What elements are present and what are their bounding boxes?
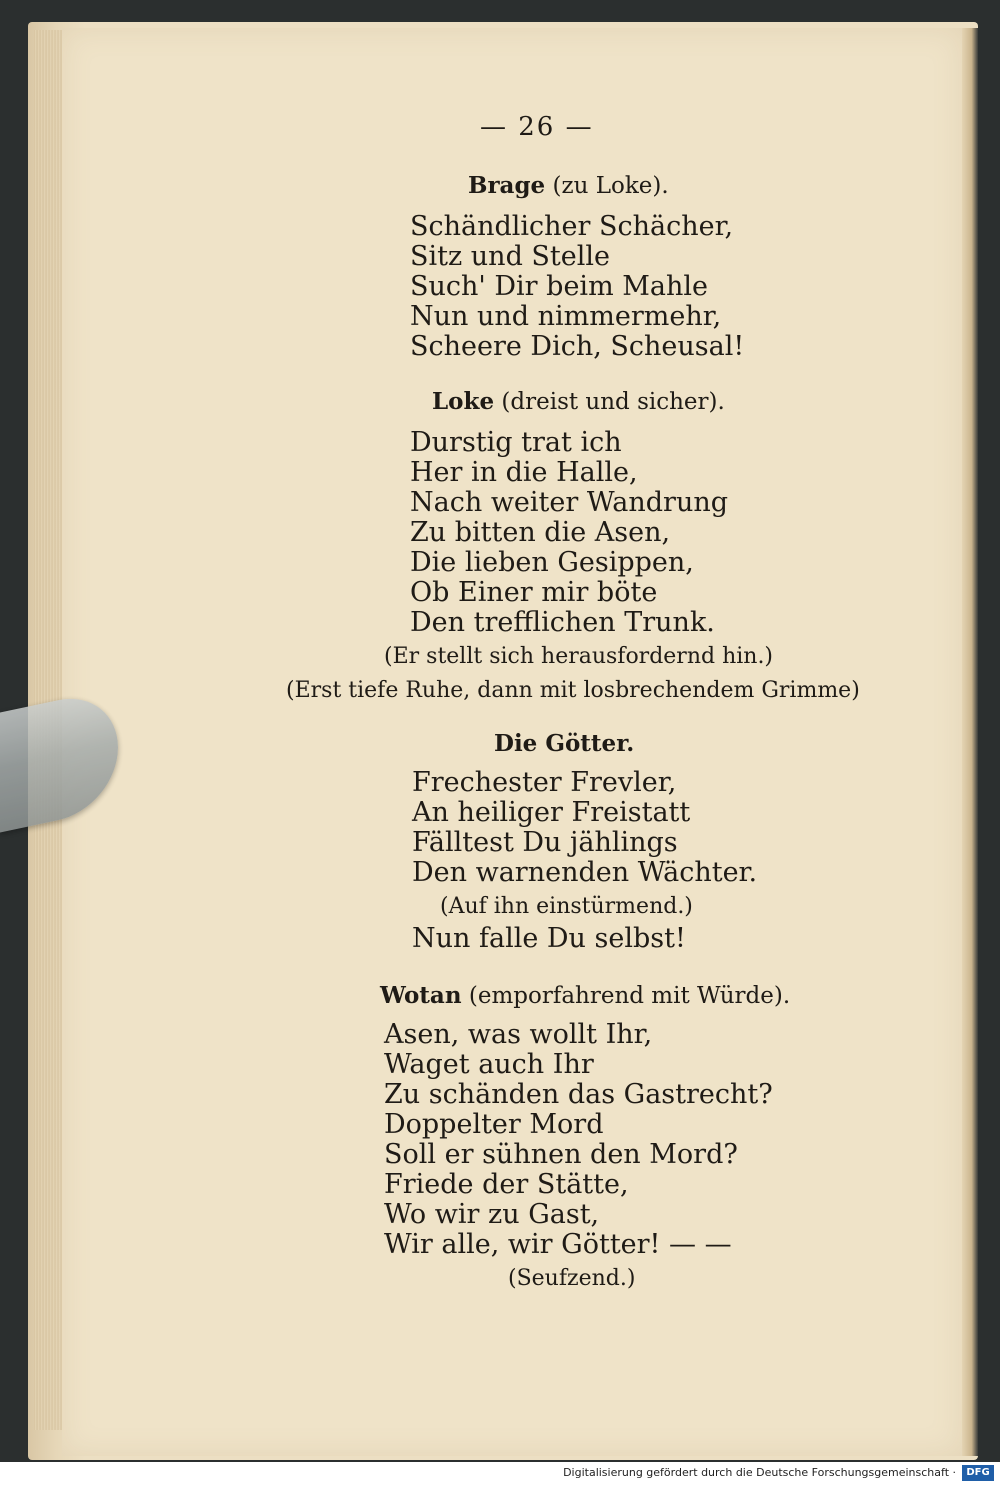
- verse-line: Her in die Halle,: [410, 457, 638, 488]
- speaker-name: Wotan: [380, 982, 462, 1009]
- verse-line: Durstig trat ich: [410, 427, 622, 458]
- verse-line: Wir alle, wir Götter! — —: [384, 1229, 732, 1260]
- verse-line: Den trefflichen Trunk.: [410, 607, 715, 638]
- speaker-heading: [494, 730, 634, 757]
- verse-line: Doppelter Mord: [384, 1109, 604, 1140]
- verse-line: Nun falle Du selbst!: [412, 923, 686, 954]
- speaker-name: Brage: [468, 172, 546, 199]
- stage-direction: (dreist und sicher).: [501, 389, 725, 415]
- verse-line: An heiliger Freistatt: [412, 797, 691, 828]
- verse-line: Ob Einer mir böte: [410, 577, 658, 608]
- verse-line: Soll er sühnen den Mord?: [384, 1139, 738, 1170]
- dfg-logo-icon[interactable]: DFG: [962, 1465, 994, 1481]
- verse-line: Frechester Frevler,: [412, 767, 677, 798]
- verse-line: Nun und nimmermehr,: [410, 301, 722, 332]
- verse-line: Wo wir zu Gast,: [384, 1199, 600, 1230]
- stage-direction: (zu Loke).: [552, 173, 669, 199]
- stage-direction: (emporfahrend mit Würde).: [468, 983, 791, 1009]
- stage-direction: (Erst tiefe Ruhe, dann mit losbrechendem Grimme): [286, 678, 860, 703]
- binding-edge: [962, 28, 978, 1456]
- stage-direction: (Seufzend.): [508, 1266, 636, 1291]
- verse-line: Such' Dir beim Mahle: [410, 271, 709, 302]
- verse-line: Die lieben Gesippen,: [410, 547, 694, 578]
- verse-line: Waget auch Ihr: [384, 1049, 594, 1080]
- verse-line: Zu schänden das Gastrecht?: [384, 1079, 773, 1110]
- verse-line: Nach weiter Wandrung: [410, 487, 729, 518]
- verse-line: Schändlicher Schächer,: [410, 211, 734, 242]
- digitization-credit: Digitalisierung gefördert durch die Deutsche Forschungsgemeinschaft ·: [563, 1466, 956, 1479]
- stage-direction: (Auf ihn einstürmend.): [440, 894, 693, 919]
- verse-line: Zu bitten die Asen,: [410, 517, 671, 548]
- verse-line: Sitz und Stelle: [410, 241, 611, 272]
- verse-line: Asen, was wollt Ihr,: [384, 1019, 653, 1050]
- speaker-name: Loke: [432, 388, 495, 415]
- verse-line: Friede der Stätte,: [384, 1169, 629, 1200]
- page-number: — 26 —: [480, 112, 594, 142]
- speaker-heading: [380, 982, 790, 1009]
- speaker-heading: [468, 172, 669, 199]
- speaker-name: Die Götter.: [494, 730, 635, 757]
- verse-line: Den warnenden Wächter.: [412, 857, 758, 888]
- speaker-heading: [432, 388, 725, 415]
- verse-line: Scheere Dich, Scheusal!: [410, 331, 745, 362]
- verse-line: Fälltest Du jählings: [412, 827, 678, 858]
- stage-direction: (Er stellt sich herausfordernd hin.): [384, 644, 774, 669]
